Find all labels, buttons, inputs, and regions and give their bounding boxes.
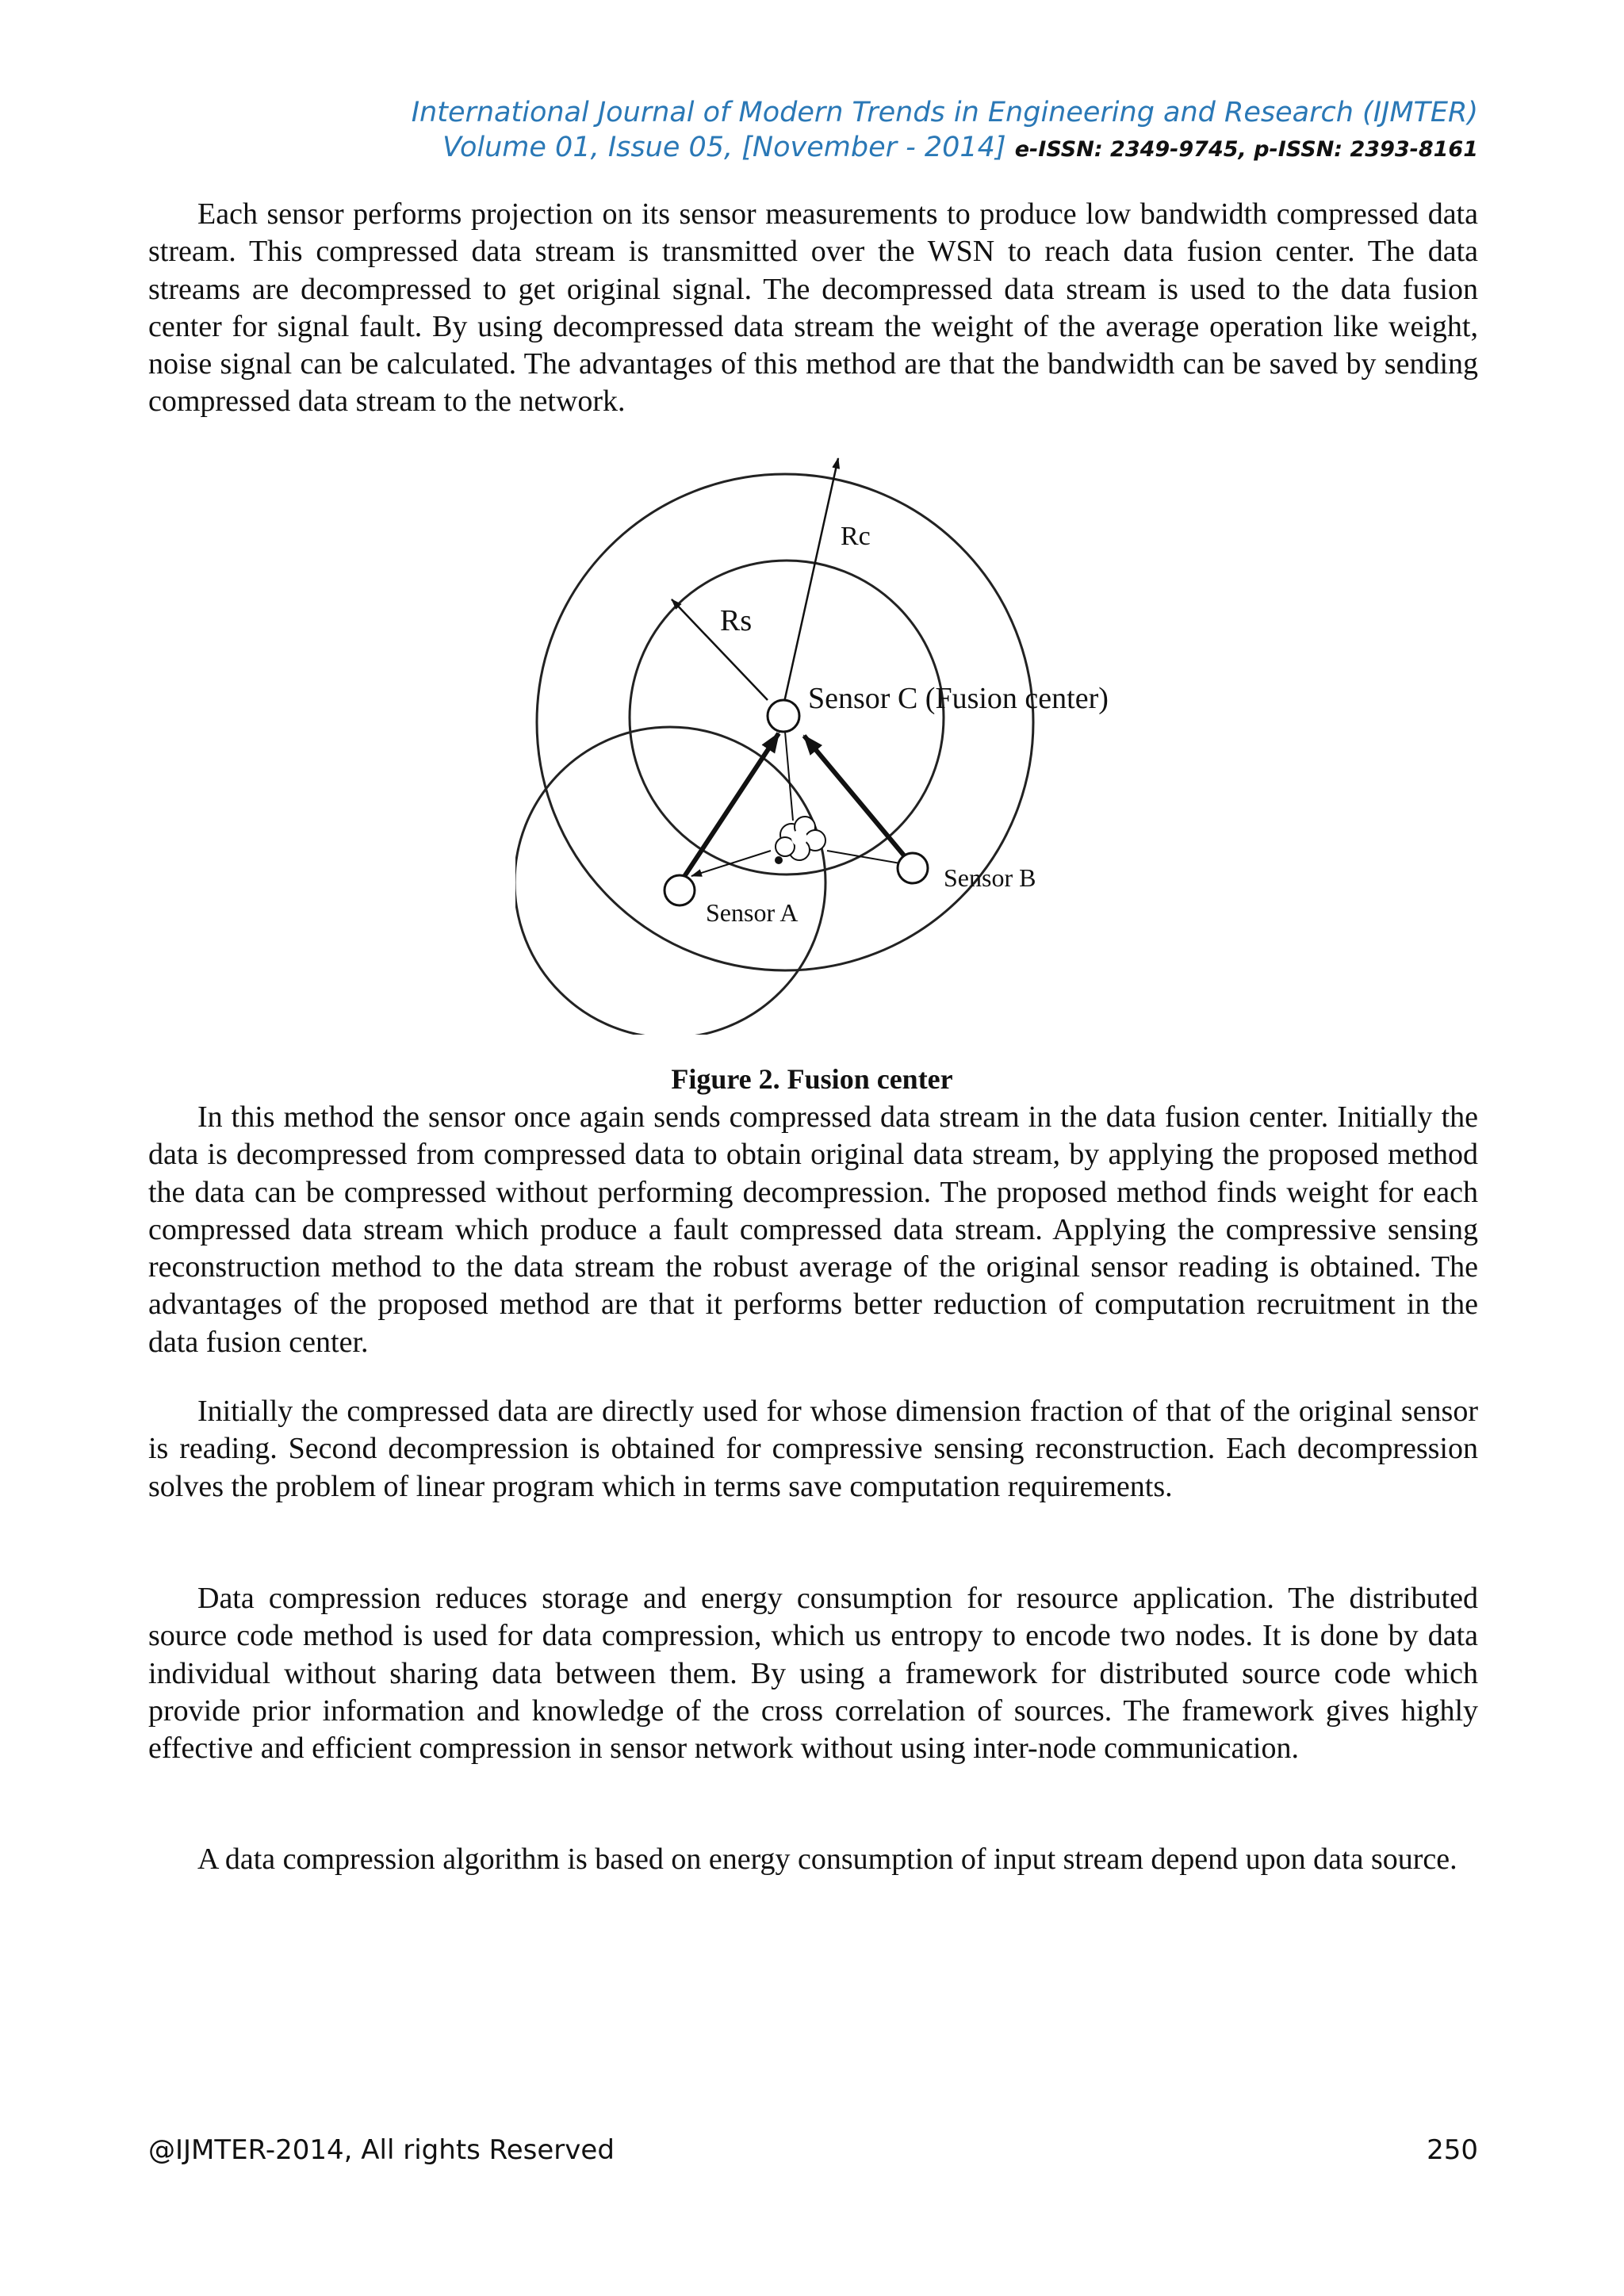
rs-label: Rs — [720, 604, 753, 637]
paragraph-1-text: Each sensor performs projection on its sensor measurements to produce low bandwidth compressed data stream. This compressed data stream is transmitted over the WSN to reach data fusion center. The data streams are decompressed to get original signal. The decompressed data stream is used to the data fusion center for signal fault. By using decompressed data stream the weight of the average operation like weight, noise signal can be calculated. The advantages of this method are that the bandwidth can be saved by sending compressed data stream to the network. — [148, 197, 1478, 419]
journal-volume: Volume 01, Issue 05, [November - 2014] — [442, 132, 1006, 163]
fusion-center-diagram — [515, 448, 1150, 1035]
sensor-b-label: Sensor B — [944, 863, 1036, 892]
paragraph-1 — [148, 196, 1478, 421]
sensor-a-label: Sensor A — [706, 898, 799, 927]
journal-volume-line — [412, 130, 1478, 167]
paragraph-4 — [148, 1580, 1478, 1767]
paragraph-5 — [148, 1841, 1478, 1878]
sensor-c-node — [768, 700, 799, 732]
fusion-center-figure — [515, 448, 1150, 1035]
page-number: 250 — [1427, 2134, 1478, 2166]
rc-radius-arrow — [783, 458, 838, 706]
paragraph-3-text: Initially the compressed data are directly used for whose dimension fraction of that of the original sensor is reading. Second decompression is obtained for compressive sensing reconstruction. Each decompression solves the problem of linear program which in terms save computation requirements. — [148, 1395, 1478, 1503]
journal-title: International Journal of Modern Trends in Engineering and Research (IJMTER) — [411, 97, 1478, 128]
paragraph-3 — [148, 1393, 1478, 1506]
sensor-c-label: Sensor C (Fusion center) — [808, 682, 1109, 715]
cloud-to-sensor-c-line — [785, 732, 793, 821]
paragraph-2-text: In this method the sensor once again sends compressed data stream in the data fusion center. Initially the data is decompressed from compressed data to obtain original data stream, by applying the proposed method the data can be compressed without performing decompression. The proposed method finds weight for each compressed data stream which produce a fault compressed data stream. Applying the compressive sensing reconstruction method to the data stream the robust average of the original sensor reading is obtained. The advantages of the proposed method are that it performs better reduction of computation recruitment in the data fusion center. — [148, 1100, 1478, 1359]
sensor-a-to-c-arrow — [684, 733, 779, 878]
sensor-a-node — [665, 875, 695, 905]
event-point — [775, 856, 783, 864]
sensor-b-node — [898, 853, 928, 883]
footer-copyright: @IJMTER-2014, All rights Reserved — [148, 2134, 615, 2166]
page-footer — [148, 2134, 1478, 2166]
journal-header — [412, 95, 1478, 167]
paragraph-5-text: A data compression algorithm is based on energy consumption of input stream depend upon data source. — [197, 1843, 1457, 1876]
figure-caption: Figure 2. Fusion center — [671, 1063, 953, 1095]
journal-issn: e-ISSN: 2349-9745, p-ISSN: 2393-8161 — [1014, 137, 1478, 162]
paragraph-4-text: Data compression reduces storage and energy consumption for resource application. The distributed source code method is used for data compression, which us entropy to encode two nodes. It is done by data individual without sharing data between them. By using a framework for distributed source code which provide prior information and knowledge of the cross correlation of sources. The framework gives highly effective and efficient compression in sensor network without using inter-node communication. — [148, 1582, 1478, 1766]
event-cloud — [776, 817, 825, 860]
paragraph-2 — [148, 1099, 1478, 1361]
rc-label: Rc — [841, 522, 871, 551]
